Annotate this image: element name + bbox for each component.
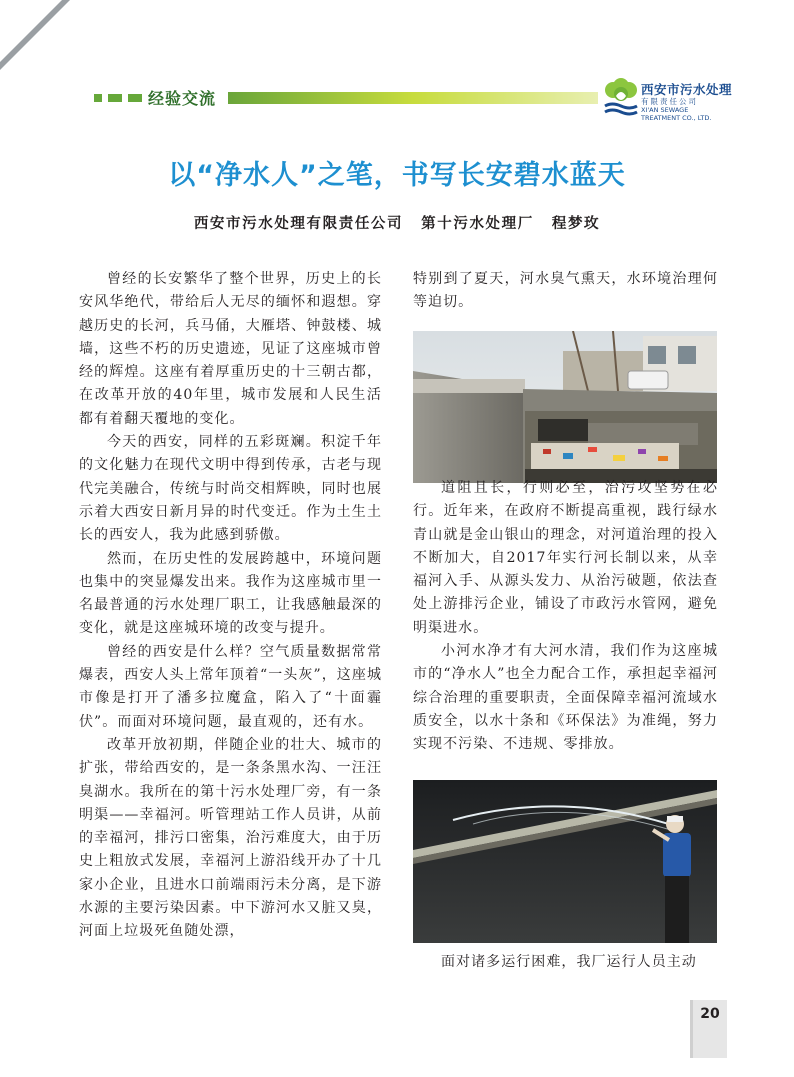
worker-spraying-image bbox=[413, 780, 717, 943]
paragraph: 小河水净才有大河水清，我们作为这座城市的“净水人”也全力配合工作，承担起幸福河综合治理的重要职责，全面保障幸福河流域水质安全，以水十条和《环保法》为准绳，努力实现不污染、不违规、零排放。 bbox=[413, 643, 718, 753]
byline bbox=[0, 212, 794, 233]
header-square bbox=[94, 94, 102, 102]
logo-name-cn: 西安市污水处理 bbox=[641, 82, 733, 97]
logo-name-en-1: XI'AN SEWAGE bbox=[641, 106, 689, 114]
header-square bbox=[128, 94, 142, 102]
header-square bbox=[108, 94, 122, 102]
right-column-top bbox=[413, 268, 718, 315]
paragraph: 然而，在历史性的发展跨越中，环境问题也集中的突显爆发出来。我作为这座城市里一名最普通的污水处理厂职工，让我感触最深的变化，就是这座城环境的改变与提升。 bbox=[79, 550, 382, 637]
paragraph: 曾经的长安繁华了整个世界，历史上的长安风华绝代，带给后人无尽的缅怀和遐想。穿越历史的长河，兵马俑，大雁塔、钟鼓楼、城墙，这些不朽的历史遗迹，见证了这座城市曾经的辉煌。这座有着厚重历史的十三朝古都，在改革开放的40年里，城市发展和人民生活都有着翻天覆地的变化。 bbox=[79, 271, 382, 427]
worker-spraying-photo bbox=[413, 780, 717, 943]
header-squares bbox=[94, 94, 142, 104]
tree-water-logo-icon bbox=[603, 78, 639, 118]
paragraph: 改革开放初期，伴随企业的壮大、城市的扩张，带给西安的，是一条条黑水沟、一汪汪臭湖水。我所在的第十污水处理厂旁，有一条明渠——幸福河。听管理站工作人员讲，从前的幸福河，排污口密集，治污难度大，由于历史上粗放式发展，幸福河上游沿线开办了十几家小企业，且进水口前端雨污未分离，是下游水源的主要污染因素。中下游河水又脏又臭，河面上垃圾死鱼随处漂， bbox=[79, 736, 382, 940]
paragraph: 曾经的西安是什么样？空气质量数据常常爆表，西安人头上常年顶着“一头灰”，这座城市像是打开了潘多拉魔盒，陷入了“十面霾伏”。而面对环境问题，最直观的，还有水。 bbox=[79, 643, 382, 730]
byline-plant: 第十污水处理厂 bbox=[421, 215, 534, 232]
paragraph-continued: 特别到了夏天，河水臭气熏天，水环境治理何等迫切。 bbox=[413, 271, 718, 311]
left-column bbox=[79, 268, 382, 944]
logo-name-en-2: TREATMENT CO., LTD. bbox=[641, 114, 712, 122]
section-label: 经验交流 bbox=[148, 89, 217, 108]
logo-name-sub: 有限责任公司 bbox=[641, 97, 698, 106]
company-logo bbox=[603, 78, 743, 122]
paragraph: 面对诸多运行困难，我厂运行人员主动 bbox=[441, 954, 697, 970]
page-number-tab bbox=[690, 1000, 727, 1058]
right-column-bottom bbox=[413, 951, 718, 974]
page-corner-inner bbox=[0, 0, 62, 62]
header-gradient-bar bbox=[228, 92, 598, 104]
page-number: 20 bbox=[700, 1006, 720, 1022]
river-before-photo bbox=[413, 331, 717, 483]
article-title: 以“净水人”之笔，书写长安碧水蓝天 bbox=[168, 160, 626, 191]
paragraph: 道阻且长，行则必至，治污攻坚势在必行。近年来，在政府不断提高重视，践行绿水青山就是金山银山的理念，对河道治理的投入不断加大，自2017年实行河长制以来，从幸福河入手、从源头发力、从治污破题，依法查处上游排污企业，铺设了市政污水管网，避免明渠进水。 bbox=[413, 480, 718, 636]
right-column-middle bbox=[413, 477, 718, 757]
byline-author: 程梦玫 bbox=[551, 215, 601, 232]
polluted-river-image bbox=[413, 331, 717, 483]
paragraph: 今天的西安，同样的五彩斑斓。积淀千年的文化魅力在现代文明中得到传承，古老与现代完美融合，传统与时尚交相辉映，同时也展示着大西安日新月异的时代变迁。作为土生土长的西安人，我为此感到骄傲。 bbox=[79, 434, 382, 544]
byline-company: 西安市污水处理有限责任公司 bbox=[193, 215, 404, 232]
